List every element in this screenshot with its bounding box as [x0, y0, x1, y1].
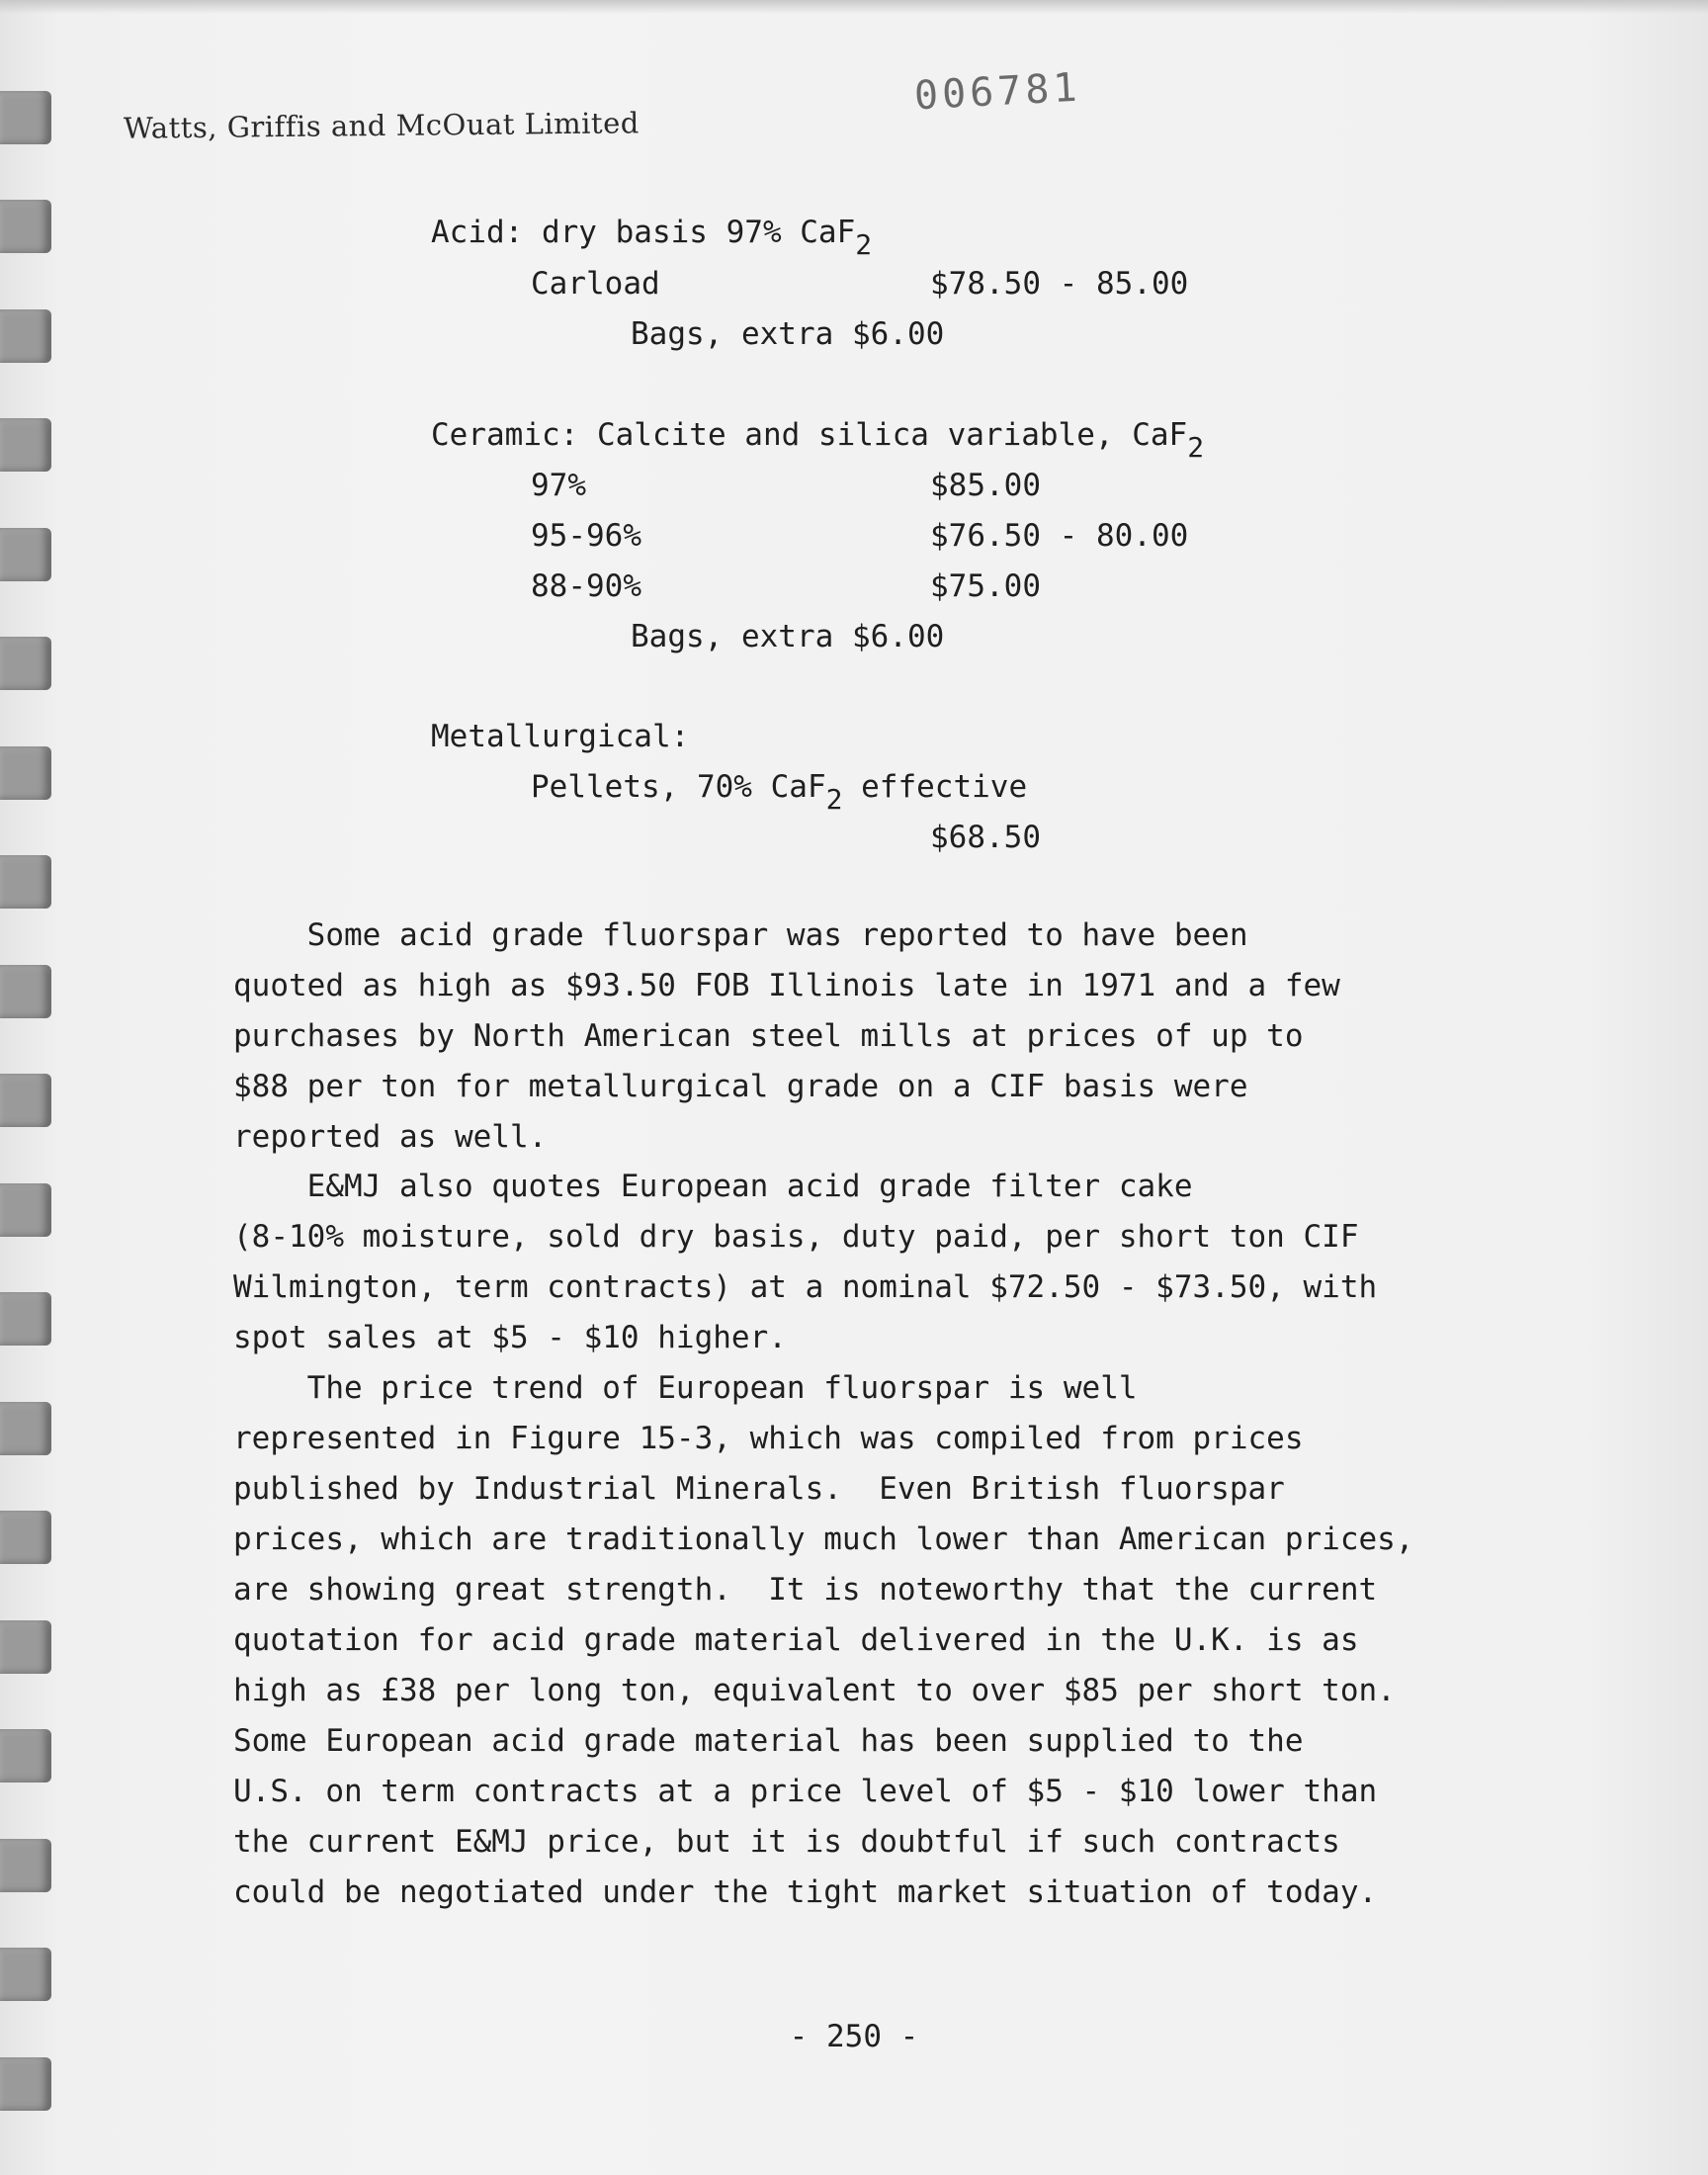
binder-hole	[0, 965, 51, 1018]
paragraph-line: high as £38 per long ton, equivalent to over $85 per short ton.	[233, 1673, 1396, 1708]
paragraph-line: prices, which are traditionally much lower than American prices,	[233, 1522, 1414, 1557]
ceramic-grade-95-96-price: $76.50 - 80.00	[930, 518, 1189, 554]
paragraph-line: are showing great strength. It is noteworthy that the current	[233, 1572, 1378, 1608]
binder-hole	[0, 1292, 51, 1346]
paragraph-line: (8-10% moisture, sold dry basis, duty paid, per short ton CIF	[233, 1219, 1359, 1255]
ceramic-bags-note: Bags, extra $6.00	[631, 619, 945, 654]
binder-hole	[0, 1183, 51, 1237]
binder-hole	[0, 637, 51, 690]
company-letterhead: Watts, Griffis and McOuat Limited	[123, 106, 640, 145]
acid-carload-price: $78.50 - 85.00	[930, 266, 1189, 302]
binder-hole	[0, 1729, 51, 1783]
paragraph-line: the current E&MJ price, but it is doubtful if such contracts	[233, 1824, 1340, 1860]
acid-carload-label: Carload	[531, 266, 660, 302]
paragraph-line: Some acid grade fluorspar was reported to have been	[233, 917, 1248, 953]
binder-hole	[0, 1620, 51, 1674]
paragraph-line: E&MJ also quotes European acid grade filter cake	[233, 1169, 1193, 1204]
binder-hole	[0, 2057, 51, 2111]
page-top-shadow	[0, 0, 1708, 14]
paragraph-line: quotation for acid grade material delivered in the U.K. is as	[233, 1622, 1359, 1658]
metallurgical-pellets-line: Pellets, 70% CaF$_2$ effective	[531, 769, 1028, 816]
acid-heading: Acid: dry basis 97% CaF$_2$	[431, 215, 873, 261]
binder-hole	[0, 1074, 51, 1127]
paragraph-line: could be negotiated under the tight market situation of today.	[233, 1874, 1378, 1910]
ceramic-grade-88-90-price: $75.00	[930, 568, 1041, 604]
binder-hole	[0, 746, 51, 800]
paragraph-emj-filter-cake	[233, 1162, 1518, 1363]
ceramic-grade-88-90-label: 88-90%	[531, 568, 641, 604]
acid-bags-note: Bags, extra $6.00	[631, 316, 945, 352]
paragraph-line: published by Industrial Minerals. Even British fluorspar	[233, 1471, 1285, 1507]
paragraph-line: U.S. on term contracts at a price level of $5 - $10 lower than	[233, 1774, 1378, 1809]
paragraph-line: represented in Figure 15-3, which was compiled from prices	[233, 1421, 1304, 1456]
paragraph-european-price-trend	[233, 1363, 1518, 1918]
ceramic-grade-97-price: $85.00	[930, 468, 1041, 503]
binder-hole	[0, 855, 51, 909]
binder-hole	[0, 200, 51, 253]
binder-hole	[0, 528, 51, 581]
binder-hole	[0, 418, 51, 472]
ceramic-grade-97-label: 97%	[531, 468, 586, 503]
binder-hole	[0, 1839, 51, 1892]
paragraph-line: $88 per ton for metallurgical grade on a CIF basis were	[233, 1069, 1248, 1104]
paragraph-acid-grade-quotes	[233, 911, 1518, 1163]
page-number: - 250 -	[789, 2019, 919, 2054]
paragraph-line: Some European acid grade material has been supplied to the	[233, 1723, 1304, 1759]
ceramic-grade-95-96-label: 95-96%	[531, 518, 641, 554]
paragraph-line: purchases by North American steel mills at prices of up to	[233, 1018, 1304, 1054]
binder-hole	[0, 309, 51, 363]
paragraph-line: The price trend of European fluorspar is well	[233, 1370, 1138, 1406]
ceramic-heading: Ceramic: Calcite and silica variable, CaF$_2$	[431, 417, 1205, 464]
paragraph-line: spot sales at $5 - $10 higher.	[233, 1320, 787, 1355]
paragraph-line: Wilmington, term contracts) at a nominal $72.50 - $73.50, with	[233, 1269, 1378, 1305]
metallurgical-pellets-price: $68.50	[930, 820, 1041, 855]
binder-hole	[0, 91, 51, 144]
binder-hole	[0, 1511, 51, 1564]
paragraph-line: reported as well.	[233, 1119, 548, 1155]
binder-hole	[0, 1948, 51, 2001]
document-number-stamp: 006781	[912, 64, 1082, 120]
metallurgical-heading: Metallurgical:	[431, 719, 690, 754]
paragraph-line: quoted as high as $93.50 FOB Illinois late in 1971 and a few	[233, 968, 1340, 1003]
binder-hole	[0, 1402, 51, 1455]
